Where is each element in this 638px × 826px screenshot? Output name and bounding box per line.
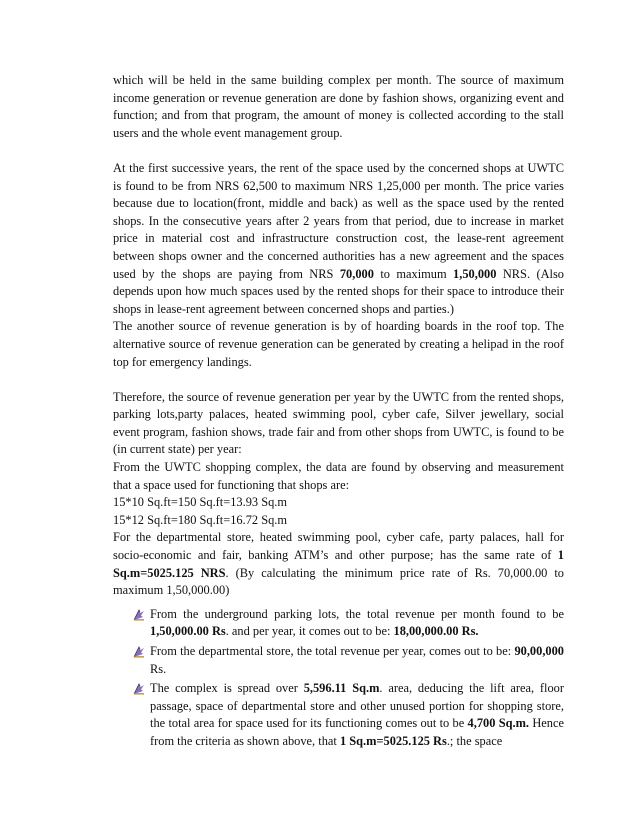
complex-total-area: 5,596.11 Sq.m	[303, 681, 380, 696]
paragraph-space-measurement: From the UWTC shopping complex, the data are found by observing and measurement that a space used for functioning that shops are:	[113, 460, 564, 492]
functional-area: 4,700 Sq.m.	[467, 716, 530, 731]
parking-yearly-revenue: 18,00,000.00 Rs.	[393, 624, 479, 639]
paragraph-rent-history: At the first successive years, the rent of the space used by the concerned shops at UWTC is found to be from NRS 62,500 to maximum NRS 1,25,000 per month. The price varies because due to location(front, middle and back) as well as the space used by the rented shops. In the consecutive years after 2 years from that period, due to increase in market price in material cost and infrastructure construction cost, the lease-rent agreement between shops owner and the concerned authorities has a new agreement and the spaces used by the shops are paying from NRS 70,000 to maximum 1,50,000 NRS. (Also depends upon how much spaces used by the rented shops for their space to introduce their shops in lease-rent agreement between concerned shops and parties.)	[113, 160, 564, 316]
paragraph-departmental-rate: For the departmental store, heated swimming pool, cyber cafe, party palaces, hall for socio-economic and fair, banking ATM’s and other purpose; has the same rate of 1 Sq.m=5025.125 NRS. (By calculating the minimum price rate of Rs. 70,000.00 to maximum 1,50,000.00)	[113, 530, 564, 598]
list-item: From the departmental store, the total revenue per year, comes out to be: 90,00,000 Rs.	[133, 643, 564, 678]
list-item: From the underground parking lots, the total revenue per month found to be 1,50,000.00 Rs. and per year, it comes out to be: 18,00,000.00 Rs.	[133, 606, 564, 641]
paragraph-hoarding-boards: The another source of revenue generation is by of hoarding boards in the roof top. The alternative source of revenue generation can be generated by creating a helipad in the roof top for emergency landings.	[113, 319, 564, 369]
revenue-bullet-list	[133, 606, 564, 751]
rent-max-value: 1,50,000	[453, 266, 497, 281]
rate-value: 1 Sq.m=5025.125 NRS	[113, 548, 564, 580]
bullet-arrow-icon	[133, 646, 145, 658]
paragraph-revenue-sources: Therefore, the source of revenue generation per year by the UWTC from the rented shops, parking lots,party palaces, heated swimming pool, cyber cafe, Silver jewellary, social event program, fashion shows, trade fair and from other shops from UWTC, is found to be (in current state) per year:	[113, 389, 564, 457]
document-page	[113, 72, 564, 753]
measurement-line-2: 15*12 Sq.ft=180 Sq.ft=16.72 Sq.m	[113, 512, 288, 527]
unit-rate: 1 Sq.m=5025.125 Rs	[339, 733, 447, 748]
bullet-arrow-icon	[133, 683, 145, 695]
measurement-line-1: 15*10 Sq.ft=150 Sq.ft=13.93 Sq.m	[113, 495, 288, 510]
parking-monthly-revenue: 1,50,000.00 Rs	[150, 624, 226, 639]
rent-min-value: 70,000	[339, 266, 374, 281]
list-item: The complex is spread over 5,596.11 Sq.m. area, deducing the lift area, floor passage, space of departmental store and other unused portion for shopping store, the total area for space used for its functioning comes out to be 4,700 Sq.m. Hence from the criteria as shown above, that 1 Sq.m=5025.125 Rs.; the space	[133, 680, 564, 750]
departmental-yearly-revenue: 90,00,000	[514, 644, 564, 658]
bullet-arrow-icon	[133, 609, 145, 621]
paragraph-event-revenue: which will be held in the same building complex per month. The source of maximum income generation or revenue generation are done by fashion shows, organizing event and function; and from that program, the amount of money is collected according to the stall users and the whole event management group.	[113, 73, 564, 140]
